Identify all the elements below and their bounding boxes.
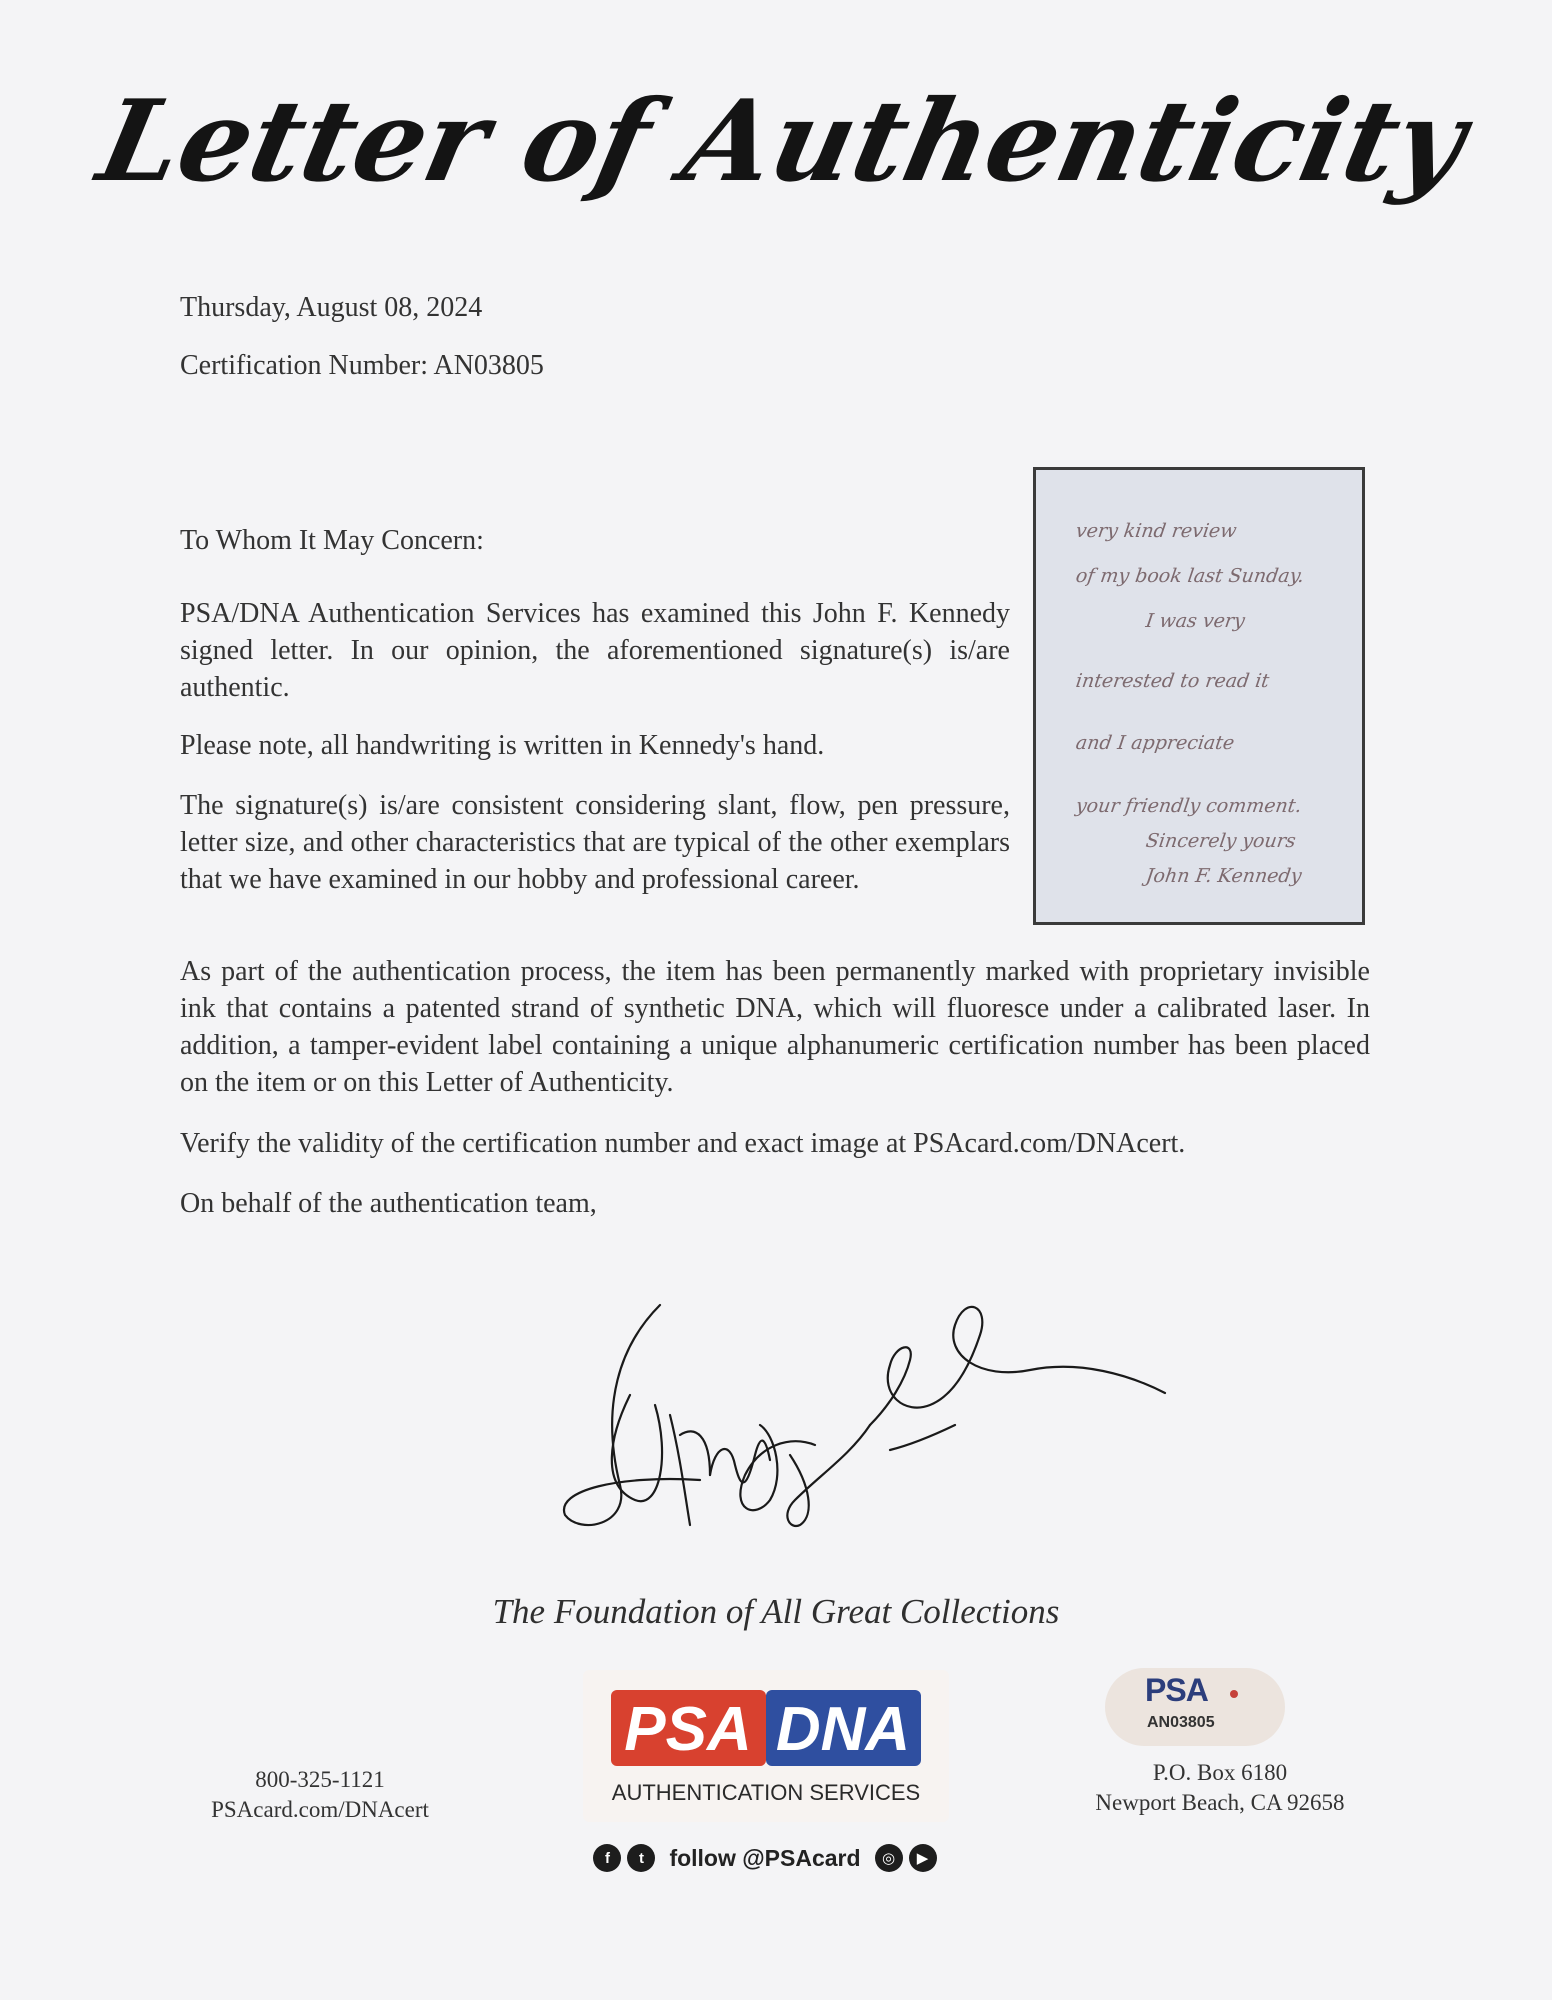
social-follow[interactable] bbox=[590, 1838, 940, 1878]
po-box: P.O. Box 6180 bbox=[1152, 1760, 1288, 1785]
closing-line: On behalf of the authentication team, bbox=[180, 1188, 597, 1219]
phone-number: 800-325-1121 bbox=[255, 1767, 385, 1792]
logo-subtitle: AUTHENTICATION SERVICES bbox=[611, 1780, 921, 1805]
psa-cert-label bbox=[1105, 1668, 1285, 1746]
facebook-icon[interactable]: f bbox=[593, 1844, 621, 1872]
letter-line: of my book last Sunday. bbox=[1074, 565, 1306, 587]
certification-number: Certification Number: AN03805 bbox=[180, 350, 544, 381]
instagram-icon[interactable]: ◎ bbox=[875, 1844, 903, 1872]
twitter-icon[interactable]: t bbox=[627, 1844, 655, 1872]
follow-handle[interactable]: follow @PSAcard bbox=[669, 1844, 861, 1871]
letter-photo bbox=[1033, 467, 1365, 925]
website-link[interactable]: PSAcard.com/DNAcert bbox=[211, 1797, 429, 1822]
label-dot bbox=[1230, 1690, 1238, 1698]
letter-date: Thursday, August 08, 2024 bbox=[180, 292, 483, 323]
authenticator-signature bbox=[560, 1285, 1180, 1555]
letter-line: interested to read it bbox=[1074, 670, 1271, 692]
letter-line: and I appreciate bbox=[1074, 732, 1236, 754]
paragraph-consistency: The signature(s) is/are consistent considering slant, flow, pen pressure, letter size, and other characteristics that are typical of the other exemplars that we have examined in our hobby and professional career. bbox=[180, 790, 1010, 895]
salutation: To Whom It May Concern: bbox=[180, 525, 484, 556]
letter-line: Sincerely yours bbox=[1144, 830, 1298, 852]
paragraph-dna-process: As part of the authentication process, the item has been permanently marked with proprietary invisible ink that contains a patented strand of synthetic DNA, which will fluoresce under a calibrated laser. In addition, a tamper-evident label containing a unique alphanumeric certification number has been placed on the item or on this Letter of Authenticity. bbox=[180, 956, 1370, 1098]
contact-left bbox=[155, 1765, 485, 1825]
paragraph-examination: PSA/DNA Authentication Services has examined this John F. Kennedy signed letter. In our opinion, the aforementioned signature(s) is/are authentic. bbox=[180, 598, 1010, 703]
logo-dna-text: DNA bbox=[775, 1695, 911, 1764]
paragraph-verify: Verify the validity of the certification number and exact image at PSAcard.com/DNAcert. bbox=[180, 1128, 1186, 1159]
youtube-icon[interactable]: ▶ bbox=[909, 1844, 937, 1872]
psa-dna-logo bbox=[583, 1670, 949, 1822]
letter-title bbox=[0, 40, 1552, 240]
city-address: Newport Beach, CA 92658 bbox=[1095, 1790, 1345, 1815]
letter-line: I was very bbox=[1144, 610, 1247, 632]
label-brand: PSA bbox=[1145, 1672, 1208, 1708]
paragraph-handwriting-note: Please note, all handwriting is written in Kennedy's hand. bbox=[180, 730, 825, 761]
title-text: Letter of Authenticity bbox=[88, 75, 1477, 207]
contact-right bbox=[1040, 1758, 1400, 1818]
letter-line: your friendly comment. bbox=[1074, 795, 1304, 817]
letter-line: very kind review bbox=[1074, 520, 1239, 542]
letter-line: John F. Kennedy bbox=[1144, 865, 1303, 887]
logo-psa-text: PSA bbox=[624, 1695, 752, 1764]
tagline: The Foundation of All Great Collections bbox=[492, 1592, 1060, 1631]
label-code: AN03805 bbox=[1147, 1714, 1215, 1731]
